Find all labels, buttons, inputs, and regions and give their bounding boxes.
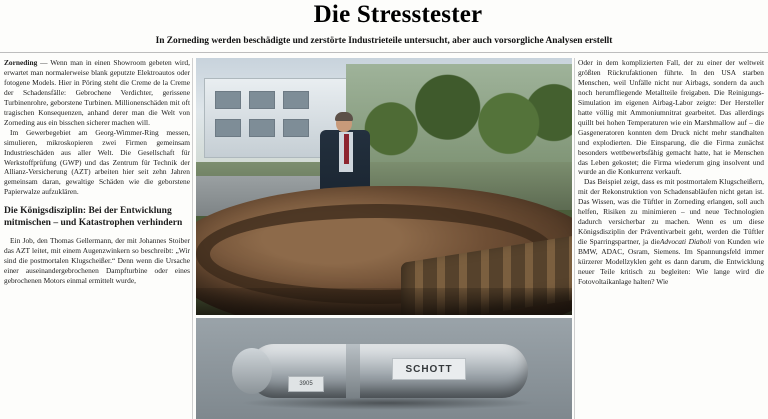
headline-block: [196, 2, 600, 28]
subheadline: In Zorneding werden beschädigte und zerstörte Industrieteile untersucht, aber auch vorsorgliche Analysen erstellt: [155, 36, 613, 46]
photo2-brand-label: SCHOTT: [392, 358, 466, 380]
photo-person-hair: [335, 112, 353, 121]
article-column-right: [578, 58, 764, 287]
photo-window: [283, 91, 309, 109]
section-subhead: Die Königsdisziplin: Bei der Entwicklung mitmischen – und Katastrophen verhindern: [4, 206, 183, 228]
photo-window: [249, 119, 275, 137]
photo-window: [249, 91, 275, 109]
body-text: Das Beispiel zeigt, dass es mit postmortalem Klugscheißern, mit der Rekonstruktion von Schadensabläufen nicht getan ist. Das Wissen, was die Tüftler in Zorneding erlangen, soll auch helfen, Risiken zu minimieren – und neue Technologien dadurch versicherbar zu machen. Wenn es um diese Königsdisziplin der Präventivarbeit geht, werden die Tüftler die Sparringspartner, ja die: [578, 177, 764, 247]
column-divider-right: [574, 58, 575, 419]
photo2-band: [346, 344, 360, 398]
photo-person-tie: [344, 134, 349, 164]
body-paragraph: Ein Job, den Thomas Gellermann, der mit Johannes Stoiber das AZT leitet, mit einem Augenzwinkern so beschreibt: „Wir sind die postmortalen Klugscheißer.“ Denn wenn die Ursache einer auseinandergebrochenen Dampfturbine oder eines gebrochenen Motors einmal ermittelt wurde,: [4, 236, 190, 285]
photo2-shadow: [240, 396, 536, 410]
header-divider: [0, 52, 768, 53]
cylindrical-metal-part-photo: [196, 318, 572, 419]
industrial-gear-with-engineer-photo: [196, 58, 572, 315]
body-paragraph: [578, 177, 764, 286]
lead-paragraph: [4, 58, 190, 128]
dateline: Zorneding: [4, 58, 38, 67]
body-text-cont: von Kunden wie BMW, ADAC, Osram, Siemens. Im Spannungsfeld immer kürzerer Modellzyklen geht es dann darum, die Entwicklung neuer Teile kritisch zu begleiten: Wie lange wird die Fotovoltaikanlage halten? Wie: [578, 237, 765, 286]
column-divider-left: [192, 58, 193, 419]
italic-phrase: Advocati Diaboli: [659, 237, 712, 247]
photo-vignette: [196, 288, 572, 315]
photo-window: [215, 91, 241, 109]
article-column-left: [4, 58, 190, 286]
body-paragraph: Oder in dem komplizierten Fall, der zu einer der weltweit größten Rückrufaktionen führte. In den USA starben Menschen, weil Unfälle nicht nur Airbags, sondern da auch noch herumfliegende Metallteile freigaben. Die Reinigungs-Simulation im eigenen Airbag-Labor zeigte: Der Hersteller hatte völlig mit Ammoniumnitrat gearbeitet. Das allerdings quillt bei hohen Temperaturen wie ein Marshmallow auf – die Gasgeneratoren konnten dem Druck nicht mehr standhalten und explodierten. Die Einsparung, die die Firma zunächst besonders wettbewerbsfähig gemacht hatte, hat ie Menschen das Leben gekostet; die Firma wiederum ging insolvent und wurde an die Konkurrenz verkauft.: [578, 58, 764, 177]
body-paragraph: Im Gewerbegebiet am Georg-Wimmer-Ring messen, simulieren, mikroskopieren zwei Firmen gemeinsam Industrieschäden aus aller Welt. Die Gesellschaft für Werkstoffprüfung (GWP) und das Zentrum für Technik der Allianz-Versicherung (AZT) arbeiten hier seit zehn Jahren gemeinsam daran, gewaltige Schäden wie die geborstene Papierwalze aufzuklären.: [4, 127, 190, 197]
photo-window: [215, 119, 241, 137]
photo2-end-cap: [232, 348, 272, 394]
photo-window: [283, 119, 309, 137]
photo2-id-tag: 3905: [288, 376, 324, 392]
lead-text: — Wenn man in einen Showroom gebeten wird, erwartet man normalerweise blank geputzte Elektroautos oder fotogene Models. Hier in Pöring steht die Creme de la Creme der Schadensfälle: Gebrochene Verdichter, gerissene Turbinenrohre, geborstene Turbinen. Millionenschäden mit oft tragischen Konsequenzen, anhand derer man die Welt von Zorneding aus ein bisschen sicherer machen will.: [4, 58, 190, 127]
page-title: Die Stresstester: [313, 1, 483, 28]
photo-trees: [346, 64, 572, 172]
